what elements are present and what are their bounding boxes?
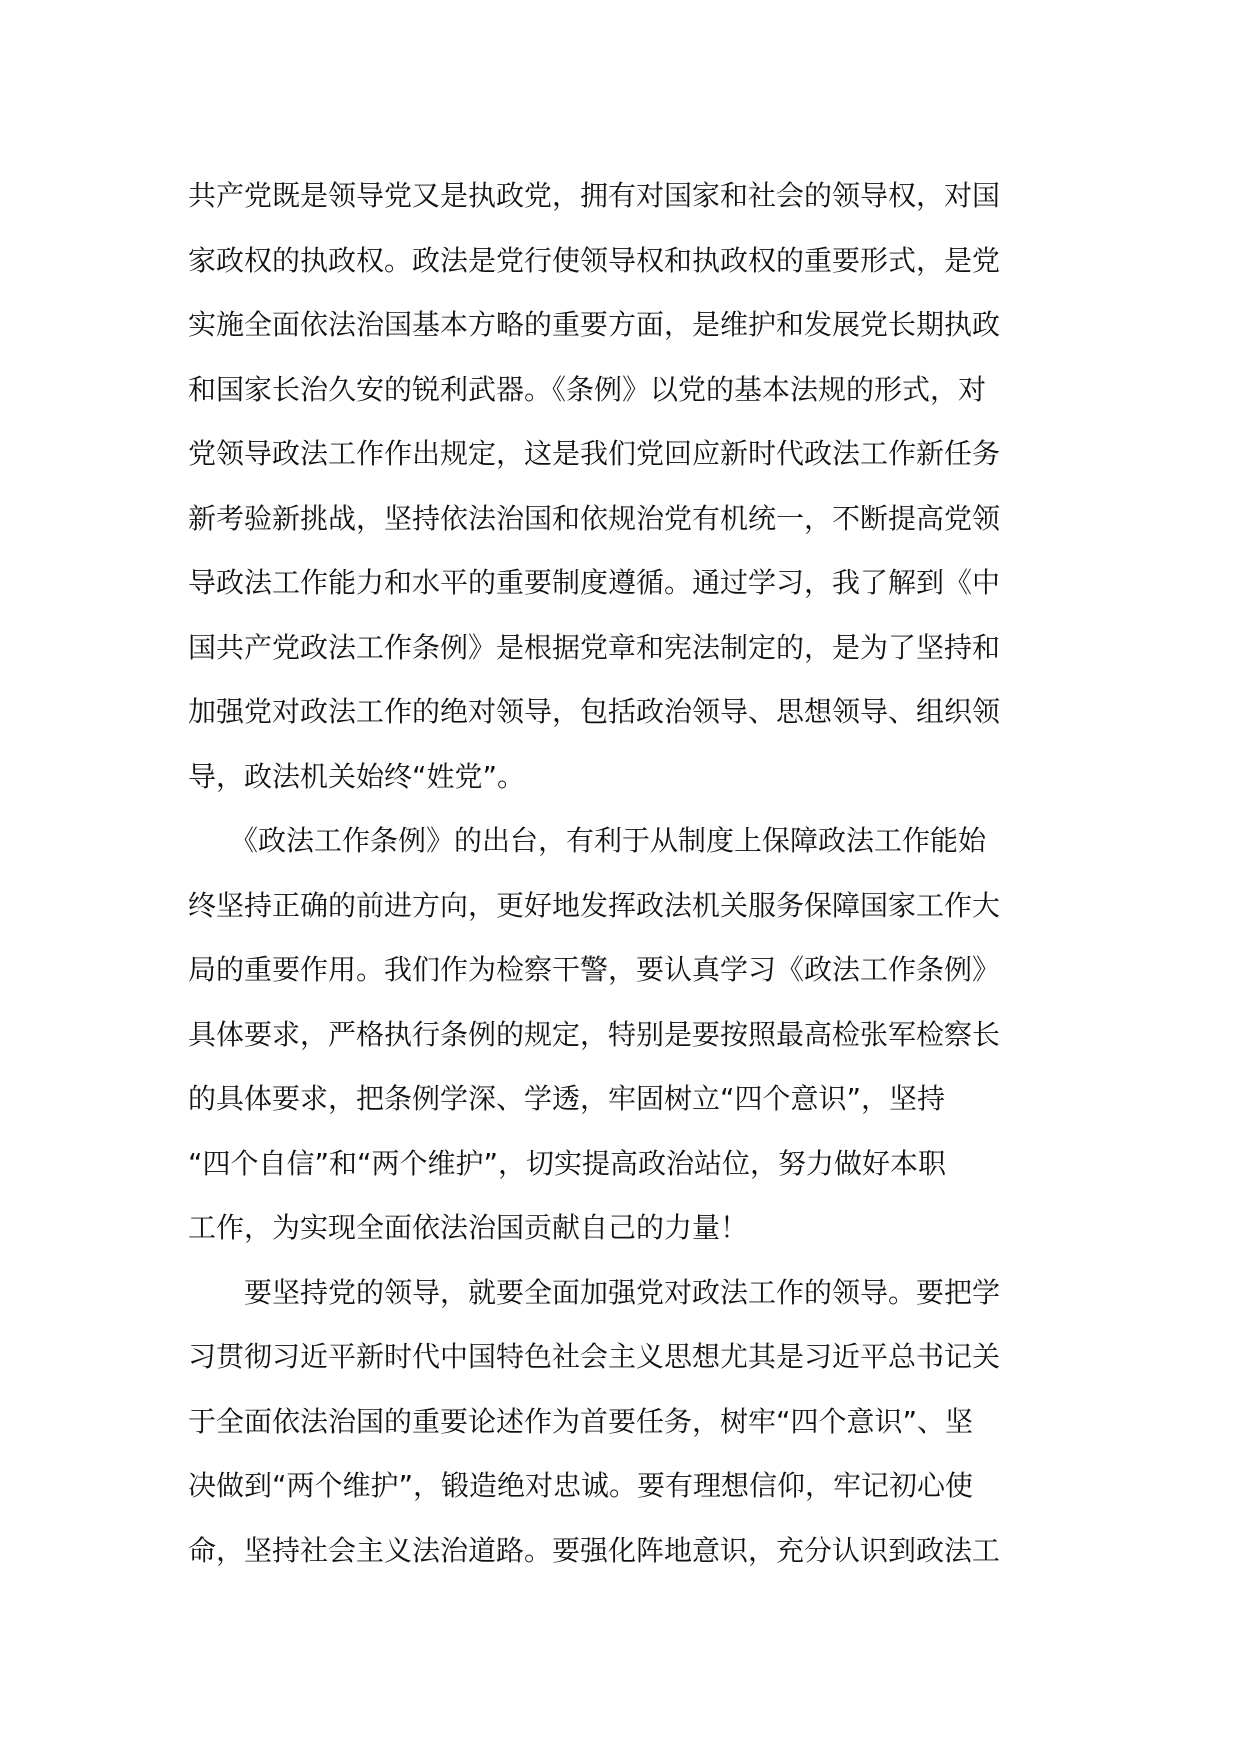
text-line: 工作，为实现全面依法治国贡献自己的力量！ [188,1211,749,1244]
text-line: 局的重要作用。我们作为检察干警，要认真学习《政法工作条例》 [188,953,1001,986]
text-line: 党领导政法工作作出规定，这是我们党回应新时代政法工作新任务 [188,437,1001,470]
text-line: 终坚持正确的前进方向，更好地发挥政法机关服务保障国家工作大 [188,888,1001,922]
text-line: 的具体要求，把条例学深、学透，牢固树立“四个意识”，坚持 [188,1082,946,1115]
text-line: 于全面依法治国的重要论述作为首要任务，树牢“四个意识”、坚 [188,1404,974,1438]
text-line: 实施全面依法治国基本方略的重要方面，是维护和发展党长期执政 [188,308,1001,341]
text-line: 具体要求，严格执行条例的规定，特别是要按照最高检张军检察长 [188,1017,1001,1051]
text-line: 决做到“两个维护”，锻造绝对忠诚。要有理想信仰，牢记初心使 [188,1469,974,1502]
text-line: 导政法工作能力和水平的重要制度遵循。通过学习，我了解到《中 [188,566,1001,599]
text-line: 习贯彻习近平新时代中国特色社会主义思想尤其是习近平总书记关 [188,1340,1001,1373]
text-line: 要坚持党的领导，就要全面加强党对政法工作的领导。要把学 [188,1275,1001,1309]
text-line: 家政权的执政权。政法是党行使领导权和执政权的重要形式，是党 [188,243,1001,277]
text-line: 导，政法机关始终“姓党”。 [188,759,526,793]
text-line: 《政法工作条例》的出台，有利于从制度上保障政法工作能始 [188,824,987,857]
text-line: 国共产党政法工作条例》是根据党章和宪法制定的，是为了坚持和 [188,630,1001,664]
text-line: 新考验新挑战，坚持依法治国和依规治党有机统一，不断提高党领 [188,501,1001,535]
document-body [188,164,1060,1583]
text-line: “四个自信”和“两个维护”，切实提高政治站位，努力做好本职 [188,1146,947,1180]
text-line: 共产党既是领导党又是执政党，拥有对国家和社会的领导权，对国 [188,179,1001,212]
text-line: 命，坚持社会主义法治道路。要强化阵地意识，充分认识到政法工 [188,1533,1001,1567]
text-line: 加强党对政法工作的绝对领导，包括政治领导、思想领导、组织领 [188,695,1001,728]
text-line: 和国家长治久安的锐利武器。《条例》以党的基本法规的形式，对 [188,372,987,406]
